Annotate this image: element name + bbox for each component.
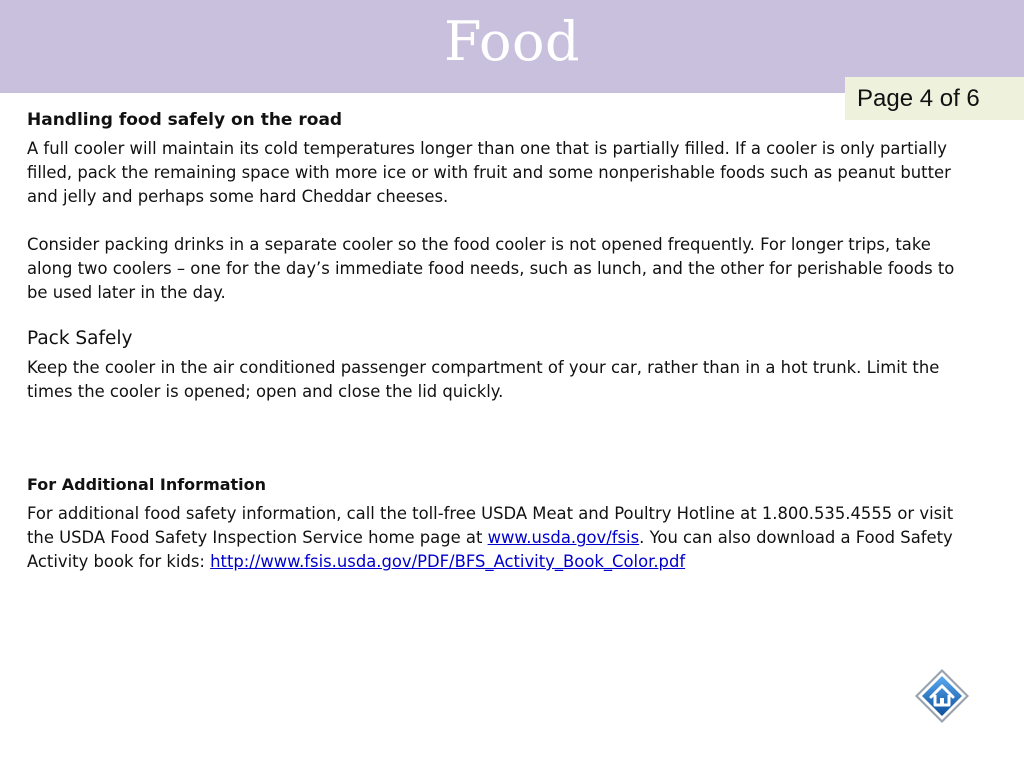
pack-paragraph: Keep the cooler in the air conditioned passenger compartment of your car, rather than in a hot trunk. Limit the times the cooler is opened; open and close the lid quickly.: [27, 358, 940, 401]
usda-fsis-link[interactable]: www.usda.gov/fsis: [487, 528, 640, 547]
home-icon: [913, 667, 971, 725]
info-heading: For Additional Information: [27, 475, 267, 494]
info-text-2: . You can also download a Food Safety Activity book for kids:: [27, 528, 953, 571]
info-text-1: For additional food safety information, call the toll-free USDA Meat and Poultry Hotline at 1.800.535.4555 or visit the USDA Food Safety Inspection Service home page at: [27, 504, 954, 547]
handling-heading: Handling food safely on the road: [27, 110, 343, 130]
page-indicator: Page 4 of 6: [845, 77, 1024, 120]
handling-paragraph-1: A full cooler will maintain its cold temperatures longer than one that is partially filled. If a cooler is only partially filled, pack the remaining space with more ice or with fruit and some nonperishable foods such as peanut butter and jelly and perhaps some hard Cheddar cheeses.: [27, 139, 951, 206]
home-button[interactable]: [913, 667, 971, 725]
activity-book-link[interactable]: http://www.fsis.usda.gov/PDF/BFS_Activity_Book_Color.pdf: [210, 552, 686, 571]
info-paragraph: [27, 502, 977, 574]
pack-heading: Pack Safely: [27, 328, 133, 349]
main-content: [27, 108, 977, 574]
page-title: Food: [443, 10, 581, 73]
handling-paragraph-2: Consider packing drinks in a separate cooler so the food cooler is not opened frequently. For longer trips, take along two coolers – one for the day’s immediate food needs, such as lunch, and the other for perishable foods to be used later in the day.: [27, 235, 955, 302]
